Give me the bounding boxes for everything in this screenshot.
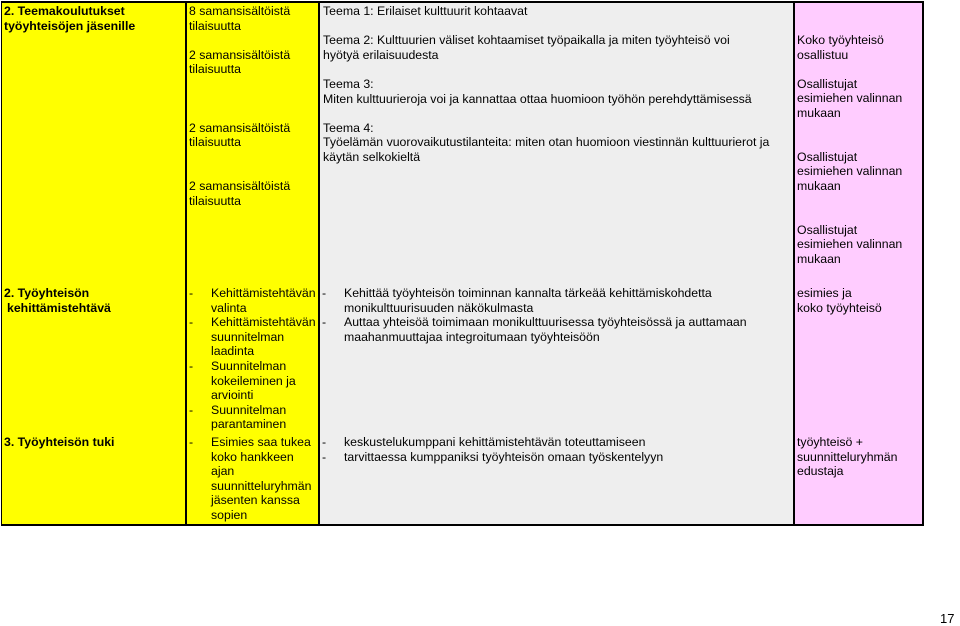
development-steps-list — [189, 286, 316, 432]
themes-list: Teema 1: Erilaiset kulttuurit kohtaavat Teema 2: Kulttuurien väliset kohtaamiset työpaikalla ja miten työyhteisö voi hyötyä erilaisuudesta Teema 3: Miten kulttuurieroja voi ja kannattaa ottaa huomioon työhön perehdyttämisessä Teema 4: Työelämän vuorovaikutustilanteita: miten otan huomioon viestinnän kulttuurierot ja käytän selkokieltä — [323, 4, 770, 164]
list-item: - Kehittämistehtävän suunnitelman laadinta — [189, 315, 316, 359]
list-item: - keskustelukumppani kehittämistehtävän toteuttamiseen — [322, 435, 646, 449]
table-border-top — [1, 1, 924, 3]
table-column-divider — [793, 1, 795, 525]
table-border-bottom — [1, 524, 924, 526]
participants-list: Koko työyhteisö osallistuu Osallistujat esimiehen valinnan mukaan Osallistujat esimiehen valinnan mukaan Osallistujat esimiehen valinnan mukaan — [797, 33, 903, 266]
row-title-tuki: 3. Työyhteisön tuki — [4, 435, 115, 449]
row-title-teemakoulutukset: 2. Teemakoulutukset työyhteisöjen jäsenille — [4, 4, 136, 33]
development-participants: esimies ja koko työyhteisö — [797, 286, 882, 315]
table-border-left — [1, 1, 3, 525]
support-content-list — [322, 435, 663, 464]
table-border-right — [922, 1, 924, 525]
list-item: - Suunnitelman parantaminen — [189, 402, 287, 432]
development-content-list — [322, 286, 747, 344]
support-steps-list — [189, 435, 311, 523]
table-column-divider — [318, 1, 320, 525]
list-item: - Auttaa yhteisöä toimimaan monikulttuurisessa työyhteisössä ja auttamaan maahanmuuttajaa integroitumaan työyhteisöön — [322, 315, 747, 344]
list-item: - Kehittää työyhteisön toiminnan kannalta tärkeää kehittämiskohdetta monikulttuurisuuden näkökulmasta — [322, 286, 712, 315]
sessions-list: 8 samansisältöistä tilaisuutta 2 samansisältöistä tilaisuutta 2 samansisältöistä tilaisuutta 2 samansisältöistä tilaisuutta — [189, 4, 291, 208]
list-item: - Kehittämistehtävän valinta — [189, 286, 316, 315]
list-item: - Suunnitelman kokeileminen ja arviointi — [189, 358, 296, 403]
support-participants: työyhteisö + suunnitteluryhmän edustaja — [797, 435, 898, 479]
list-item: - tarvittaessa kumppaniksi työyhteisön omaan työskentelyyn — [322, 449, 664, 464]
list-item: - Esimies saa tukea koko hankkeen ajan suunnitteluryhmän jäsenten kanssa sopien — [189, 435, 312, 522]
table-column-divider — [185, 1, 187, 525]
row-title-kehittamistehtava: 2. Työyhteisön kehittämistehtävä — [4, 286, 111, 315]
page-number: 17 — [940, 611, 955, 626]
